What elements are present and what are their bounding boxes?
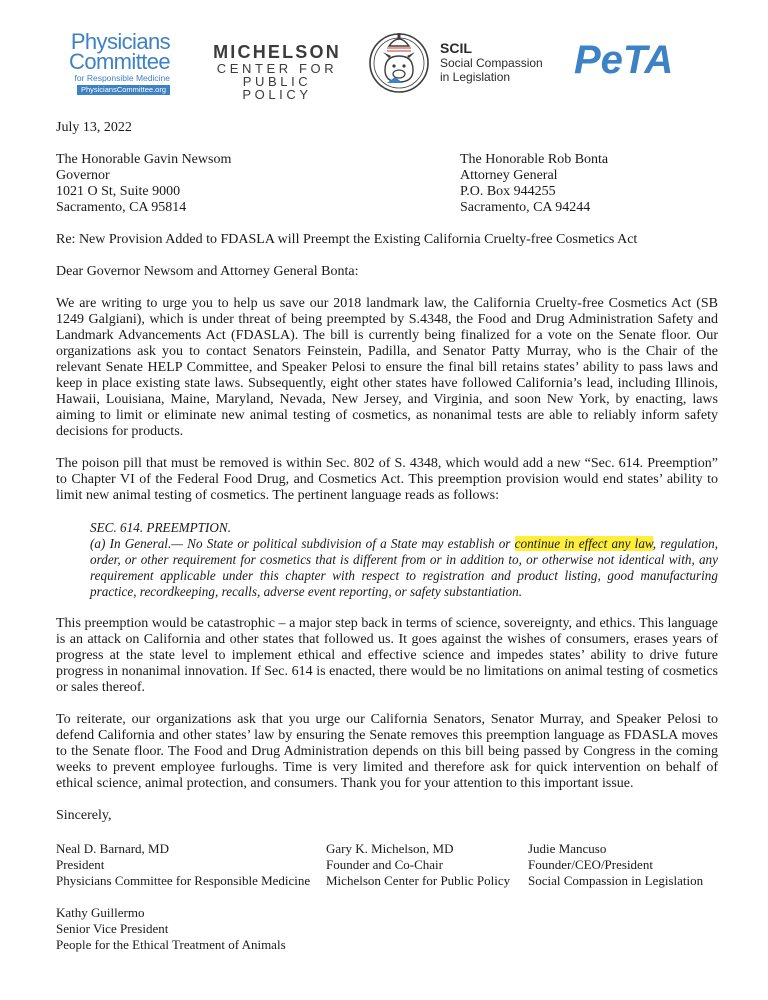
signatory-org: People for the Ethical Treatment of Animals <box>56 937 286 952</box>
signatory-name: Neal D. Barnard, MD <box>56 841 169 856</box>
closing: Sincerely, <box>56 808 112 823</box>
salutation: Dear Governor Newsom and Attorney General Bonta: <box>56 264 359 279</box>
paragraph-intro: We are writing to urge you to help us save our 2018 landmark law, the California Cruelty-free Cosmetics Act (SB 1249 Galgiani), which is under threat of being preempted by S.4348, the Food and Drug Administration Safety and Landmark Advancements Act (FDASLA). The bill is currently being finalized for a vote on the Senate floor. Our organizations ask you to contact Senators Feinstein, Padilla, and Senator Patty Murray, who is the Chair of the relevant Senate HELP Committee, and Speaker Pelosi to ensure the final bill retains states’ ability to pass laws and keep in place existing state laws. Subsequently, eight other states have followed California’s lead, including Illinois, Hawaii, Louisiana, Maine, Maryland, Nevada, New Jersey, and Virginia, and soon New York, by enacting, laws aiming to limit or eliminate new animal testing of cosmetics, as nonanimal tests are able to reliably inform safety decisions for products. <box>56 296 718 439</box>
paragraph-catastrophic: This preemption would be catastrophic – a major step back in terms of science, sovereignty, and ethics. This language is an attack on California and other states that followed us. It goes against the wishes of consumers, erases years of progress at the state level to implement ethical and effective science and impedes states’ ability to drive future progress in nonanimal innovation. If Sec. 614 is enacted, there would be no limitations on animal testing of cosmetics or sales thereof. <box>56 616 718 695</box>
signature-row <box>56 841 718 889</box>
signatory-title: Senior Vice President <box>56 921 169 936</box>
quote-text-before: (a) In General.— No State or political subdivision of a State may establish or <box>90 536 515 551</box>
address-line: P.O. Box 944255 <box>460 184 556 199</box>
letter-body <box>56 120 718 953</box>
address-line: Sacramento, CA 95814 <box>56 200 187 215</box>
scil-name-line2: in Legislation <box>440 70 511 84</box>
signatory-title: President <box>56 857 105 872</box>
michelson-logo-line2: CENTER FOR <box>216 61 338 76</box>
peta-logo: PeTA <box>574 38 674 82</box>
scil-acronym: SCIL <box>440 40 472 56</box>
paragraph-reiterate: To reiterate, our organizations ask that you urge our California Senators, Senator Murray, and Speaker Pelosi to defend California and other states’ law by ensuring the Senate removes this preemption language as FDASLA moves to the Senate floor. The Food and Drug Administration depends on this bill being passed by Congress in the coming weeks to prevent employee furloughs. Time is very limited and therefore ask for quick intervention on behalf of ethical science, animal protection, and consumers. Thank you for your attention to this important issue. <box>56 712 718 791</box>
recipient-addresses <box>56 152 718 216</box>
signatory <box>528 841 703 889</box>
paragraph-poison-pill: The poison pill that must be removed is within Sec. 802 of S. 4348, which would add a new “Sec. 614. Preemption” to Chapter VI of the Federal Food Drug, and Cosmetics Act. This preemption provision would end states’ ability to limit new animal testing of cosmetics. The pertinent language reads as follows: <box>56 456 718 503</box>
scil-seal-icon <box>367 30 431 94</box>
recipient-attorney-general <box>460 152 608 216</box>
signatory-name: Judie Mancuso <box>528 841 607 856</box>
michelson-logo-line1: MICHELSON <box>213 42 341 62</box>
signatory-org: Physicians Committee for Responsible Medicine <box>56 873 311 888</box>
recipient-governor <box>56 152 231 216</box>
signatory-name: Gary K. Michelson, MD <box>326 841 454 856</box>
scil-logo-text <box>440 40 570 84</box>
address-line: The Honorable Rob Bonta <box>460 152 609 167</box>
address-line: The Honorable Gavin Newsom <box>56 152 232 167</box>
michelson-logo <box>206 42 348 101</box>
scil-name-line1: Social Compassion <box>440 56 543 70</box>
quote-highlight: continue in effect any law <box>514 536 653 551</box>
statute-quote <box>90 520 718 600</box>
quote-heading: SEC. 614. PREEMPTION. <box>90 520 232 535</box>
pcrm-logo-line2: Committee <box>69 49 170 74</box>
pcrm-logo-url: PhysiciansCommittee.org <box>77 85 170 95</box>
logo-header <box>40 28 730 108</box>
address-line: Sacramento, CA 94244 <box>460 200 591 215</box>
signatory <box>56 841 310 889</box>
address-line: 1021 O St, Suite 9000 <box>56 184 181 199</box>
pcrm-logo <box>42 29 170 95</box>
address-line: Governor <box>56 168 110 183</box>
michelson-logo-line3: PUBLIC POLICY <box>242 74 312 102</box>
subject-line: Re: New Provision Added to FDASLA will Preempt the Existing California Cruelty-free Cosmetics Act <box>56 232 638 247</box>
quote-text-after: , regulation, order, or other requirement for cosmetics that is different from or in addition to, or otherwise not identical with, any requirement applicable under this chapter with respect to registration and product listing, good manufacturing practice, recordkeeping, recalls, adverse event reporting, or safety substantiation. <box>90 536 718 599</box>
signatory <box>326 841 510 889</box>
pcrm-logo-line1: Physicians <box>70 29 170 54</box>
signatory <box>56 905 718 953</box>
signatory-org: Social Compassion in Legislation <box>528 873 704 888</box>
pcrm-logo-line3: for Responsible Medicine <box>74 73 170 83</box>
address-line: Attorney General <box>460 168 558 183</box>
signatory-name: Kathy Guillermo <box>56 905 145 920</box>
letter-date: July 13, 2022 <box>56 120 132 135</box>
signatory-org: Michelson Center for Public Policy <box>326 873 511 888</box>
signatory-title: Founder and Co-Chair <box>326 857 443 872</box>
signatory-title: Founder/CEO/President <box>528 857 653 872</box>
